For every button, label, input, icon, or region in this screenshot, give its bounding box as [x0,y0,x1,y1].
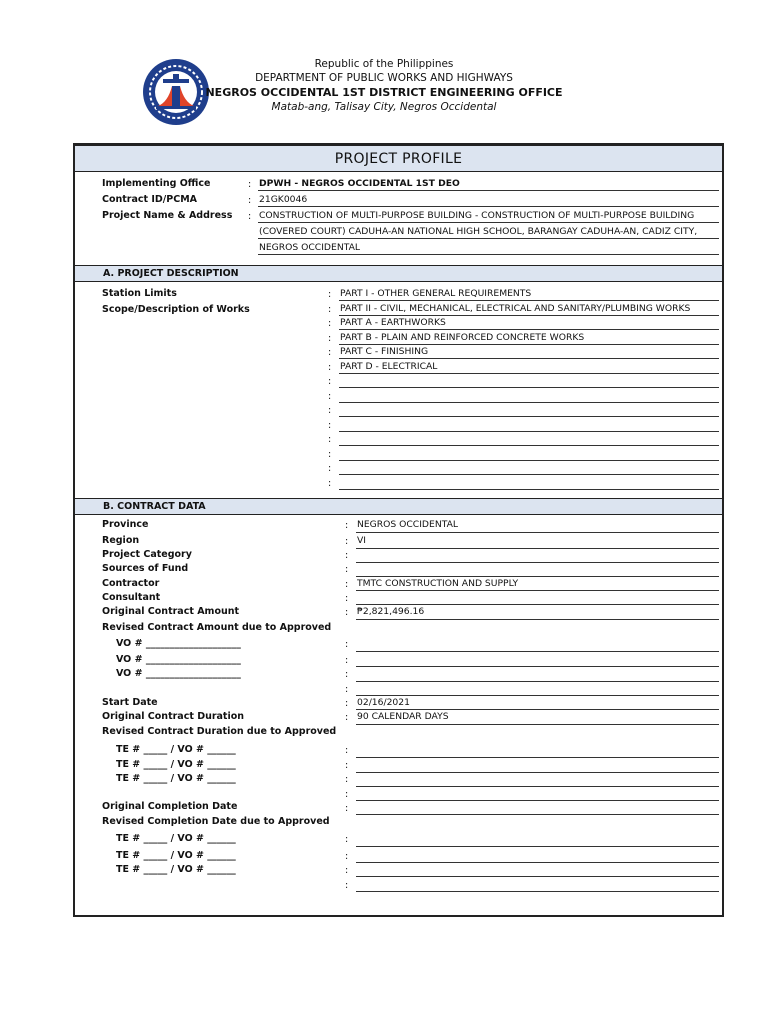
colon: : [328,405,332,416]
colon: : [328,434,332,445]
revised-duration-label: Revised Contract Duration due to Approved [102,726,337,737]
colon: : [345,593,349,604]
colon: : [328,362,332,373]
colon: : [345,698,349,709]
original-duration-label: Original Contract Duration [102,711,245,722]
colon: : [345,607,349,618]
underline [339,416,719,417]
scope-item: PART I - OTHER GENERAL REQUIREMENTS [340,288,532,299]
section-a-band [75,265,722,282]
project-category-label: Project Category [102,549,192,560]
colon: : [248,211,252,222]
province-value: NEGROS OCCIDENTAL [357,519,458,530]
section-b-title: B. CONTRACT DATA [103,501,206,512]
underline [339,460,719,461]
colon: : [345,684,349,695]
underline [339,373,719,374]
scope-item: PART D - ELECTRICAL [340,361,438,372]
te-vo-label: TE # _____ / VO # ______ [116,864,236,875]
original-completion-label: Original Completion Date [102,801,238,812]
underline [356,846,719,847]
implementing-office-value: DPWH - NEGROS OCCIDENTAL 1ST DEO [259,178,460,189]
underline [356,800,719,801]
contract-id-value: 21GK0046 [259,194,308,205]
underline [356,724,719,725]
colon: : [328,391,332,402]
start-date-value: 02/16/2021 [357,697,410,708]
underline [356,576,719,577]
colon: : [345,712,349,723]
underline [356,651,719,652]
original-contract-amount-label: Original Contract Amount [102,606,240,617]
underline [339,387,719,388]
colon: : [345,760,349,771]
colon: : [345,789,349,800]
underline [356,590,719,591]
te-vo-label: TE # _____ / VO # ______ [116,744,236,755]
colon: : [248,195,252,206]
region-label: Region [102,535,140,546]
project-name-line-3: NEGROS OCCIDENTAL [259,242,360,253]
colon: : [345,536,349,547]
underline [339,358,719,359]
colon: : [345,579,349,590]
revised-amount-label: Revised Contract Amount due to Approved [102,622,332,633]
underline [258,206,719,207]
colon: : [248,179,252,190]
colon: : [345,550,349,561]
colon: : [345,520,349,531]
header-department: DEPARTMENT OF PUBLIC WORKS AND HIGHWAYS [255,72,513,84]
consultant-label: Consultant [102,592,161,603]
section-b-band [75,498,722,515]
underline [339,445,719,446]
underline [356,681,719,682]
colon: : [328,333,332,344]
colon: : [345,564,349,575]
vo-label: VO # ____________________ [116,668,241,679]
colon: : [345,803,349,814]
scope-item: PART II - CIVIL, MECHANICAL, ELECTRICAL AND SANITARY/PLUMBING WORKS [340,303,691,314]
province-label: Province [102,519,149,530]
underline [356,814,719,815]
colon: : [345,639,349,650]
scope-item: PART A - EARTHWORKS [340,317,446,328]
original-duration-value: 90 CALENDAR DAYS [357,711,449,722]
te-vo-label: TE # _____ / VO # ______ [116,833,236,844]
header-address: Matab-ang, Talisay City, Negros Occidental [271,101,497,113]
colon: : [328,289,332,300]
header-district-office: NEGROS OCCIDENTAL 1ST DISTRICT ENGINEERING OFFICE [205,86,563,99]
colon: : [345,851,349,862]
underline [356,562,719,563]
underline [356,709,719,710]
colon: : [345,865,349,876]
underline [356,786,719,787]
scope-item: PART B - PLAIN AND REINFORCED CONCRETE WORKS [340,332,585,343]
underline [356,695,719,696]
colon: : [328,304,332,315]
colon: : [345,880,349,891]
colon: : [345,669,349,680]
vo-label: VO # ____________________ [116,654,241,665]
underline [339,489,719,490]
underline [356,548,719,549]
header-republic: Republic of the Philippines [314,58,454,70]
underline [356,666,719,667]
underline [339,474,719,475]
title-band [75,145,722,172]
te-vo-label: TE # _____ / VO # ______ [116,759,236,770]
underline [339,329,719,330]
te-vo-label: TE # _____ / VO # ______ [116,850,236,861]
underline [339,344,719,345]
underline [339,315,719,316]
scope-item: PART C - FINISHING [340,346,429,357]
project-name-line-1: CONSTRUCTION OF MULTI-PURPOSE BUILDING - CONSTRUCTION OF MULTI-PURPOSE BUILDING [259,210,695,221]
colon: : [345,834,349,845]
revised-completion-label: Revised Completion Date due to Approved [102,816,330,827]
sources-of-fund-label: Sources of Fund [102,563,189,574]
underline [356,772,719,773]
start-date-label: Start Date [102,697,158,708]
project-name-line-2: (COVERED COURT) CADUHA-AN NATIONAL HIGH SCHOOL, BARANGAY CADUHA-AN, CADIZ CITY, [259,226,698,237]
colon: : [328,463,332,474]
project-name-label: Project Name & Address [102,210,233,221]
colon: : [345,655,349,666]
implementing-office-label: Implementing Office [102,178,211,189]
page-title: PROJECT PROFILE [334,151,463,167]
underline [339,402,719,403]
contract-id-label: Contract ID/PCMA [102,194,198,205]
underline [258,238,719,239]
original-contract-amount-value: ₱2,821,496.16 [357,606,425,617]
station-limits-label: Station Limits [102,288,177,299]
colon: : [345,745,349,756]
te-vo-label: TE # _____ / VO # ______ [116,773,236,784]
colon: : [328,318,332,329]
colon: : [328,420,332,431]
underline [356,532,719,533]
vo-label: VO # ____________________ [116,638,241,649]
underline [356,862,719,863]
underline [356,891,719,892]
underline [258,254,719,255]
colon: : [328,449,332,460]
colon: : [328,347,332,358]
underline [339,431,719,432]
underline [258,190,719,191]
underline [356,876,719,877]
colon: : [328,478,332,489]
colon: : [328,376,332,387]
colon: : [345,774,349,785]
underline [356,604,719,605]
underline [339,300,719,301]
section-a-title: A. PROJECT DESCRIPTION [103,268,239,279]
contractor-label: Contractor [102,578,160,589]
region-value: VI [357,535,366,546]
underline [356,619,719,620]
contractor-value: TMTC CONSTRUCTION AND SUPPLY [357,578,519,589]
underline [258,222,719,223]
underline [356,757,719,758]
scope-label: Scope/Description of Works [102,304,250,315]
